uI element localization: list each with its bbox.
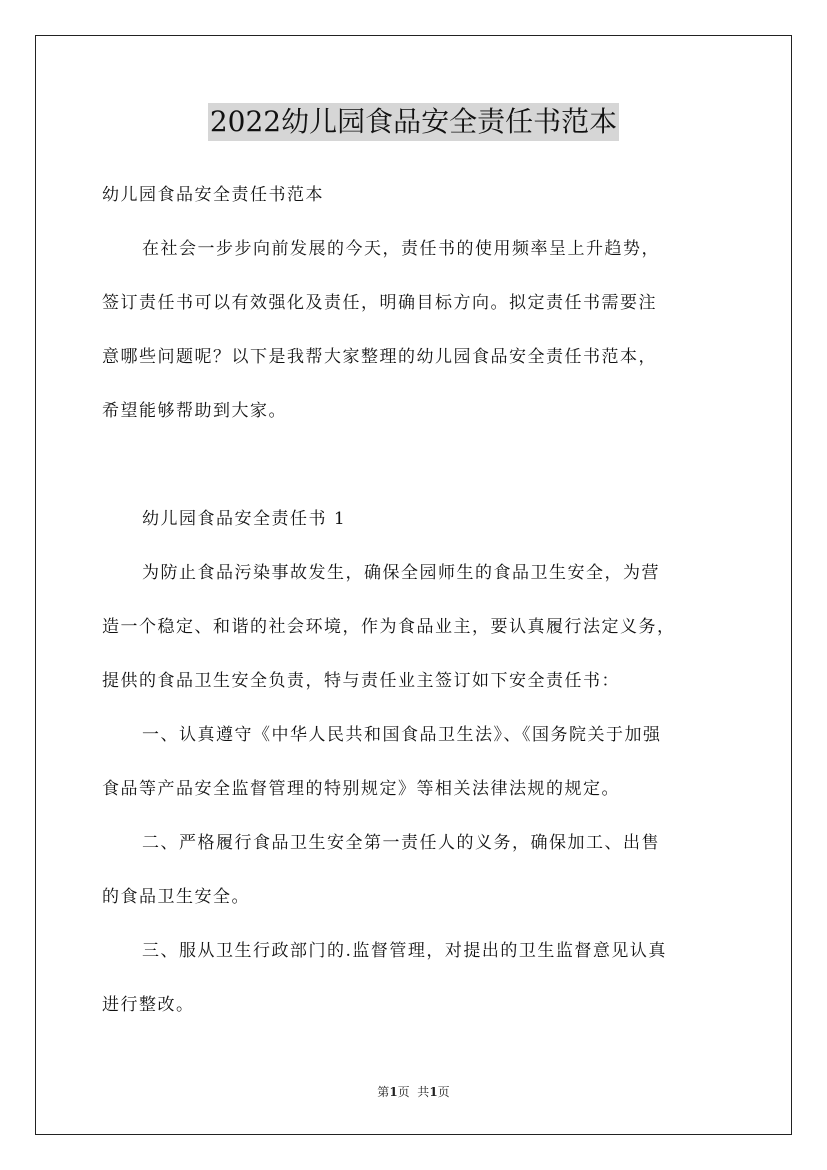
paragraph-line: 意哪些问题呢？以下是我帮大家整理的幼儿园食品安全责任书范本， xyxy=(102,347,657,367)
paragraph-line: 一、认真遵守《中华人民共和国食品卫生法》、《国务院关于加强 xyxy=(142,725,662,745)
footer-page-mid: 页 共 xyxy=(397,1085,430,1099)
footer-page-prefix: 第 xyxy=(377,1085,390,1099)
page-footer xyxy=(0,1084,827,1100)
footer-page-current: 1 xyxy=(389,1085,398,1099)
paragraph-line: 为防止食品污染事故发生，确保全园师生的食品卫生安全，为营 xyxy=(142,563,660,583)
footer-page-suffix: 页 xyxy=(437,1085,450,1099)
subtitle-line: 幼儿园食品安全责任书范本 xyxy=(102,185,324,205)
paragraph-line: 进行整改。 xyxy=(102,995,195,1015)
document-title: 2022幼儿园食品安全责任书范本 xyxy=(208,103,619,141)
section-heading: 幼儿园食品安全责任书 1 xyxy=(142,509,347,529)
paragraph-line: 二、严格履行食品卫生安全第一责任人的义务，确保加工、出售 xyxy=(142,833,660,853)
paragraph-line: 三、服从卫生行政部门的.监督管理，对提出的卫生监督意见认真 xyxy=(142,941,667,961)
paragraph-line: 食品等产品安全监督管理的特别规定》等相关法律法规的规定。 xyxy=(102,779,620,799)
paragraph-line: 希望能够帮助到大家。 xyxy=(102,401,287,421)
paragraph-line: 在社会一步步向前发展的今天，责任书的使用频率呈上升趋势， xyxy=(142,239,660,259)
paragraph-line: 签订责任书可以有效强化及责任，明确目标方向。拟定责任书需要注 xyxy=(102,293,657,313)
paragraph-line: 的食品卫生安全。 xyxy=(102,887,250,907)
title-container xyxy=(0,103,827,141)
paragraph-line: 造一个稳定、和谐的社会环境，作为食品业主，要认真履行法定义务， xyxy=(102,617,676,637)
footer-page-total: 1 xyxy=(429,1085,438,1099)
paragraph-line: 提供的食品卫生安全负责，特与责任业主签订如下安全责任书： xyxy=(102,671,620,691)
